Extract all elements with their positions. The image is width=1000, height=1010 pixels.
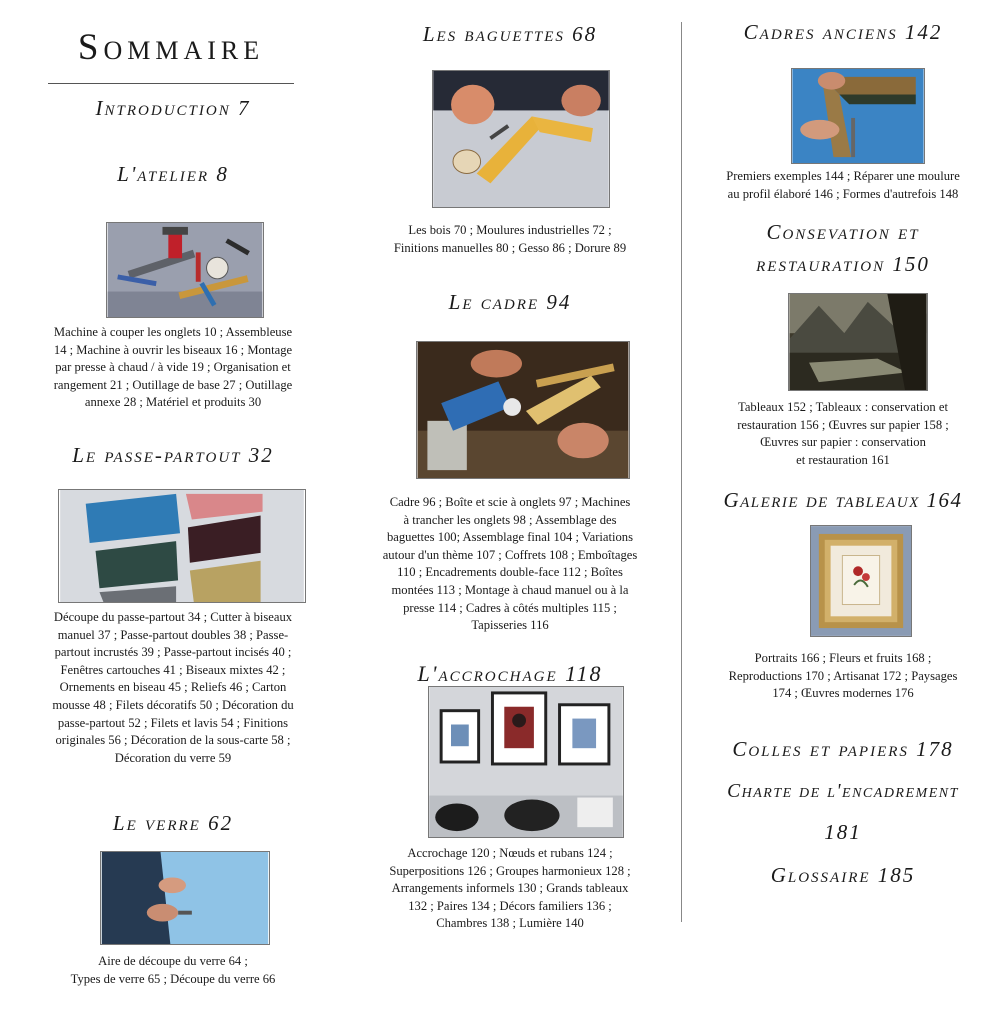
section-conservation-line-1: Consevation et <box>766 220 920 244</box>
passe-partout-description: Découpe du passe-partout 34 ; Cutter à biseaux manuel 37 ; Passe-partout doubles 38 ; Passe- partout incrustés 39 ; Passe-partout incisés 40 ; Fenêtres cartouches 41 ; Biseaux mixtes 42 ; Ornements en biseau 45 ; Reliefs 46 ; Carton mousse 48 ; Filets décoratifs 50 ; Décoration du passe-partout 52 ; Filets et lavis 54 ; Finitions originales 56 ; Décoration de la sous-carte 58 ; Décoration du verre 59 <box>52 610 294 765</box>
verre-photo <box>100 851 270 945</box>
section-atelier: L'atelier 8 <box>117 162 229 186</box>
accrochage-description: Accrochage 120 ; Nœuds et rubans 124 ; Superpositions 126 ; Groupes harmonieux 128 ; Arrangements informels 130 ; Grands tableaux 132 ; Paires 134 ; Décors familiers 136 ; Chambres 138 ; Lumière 140 <box>389 846 631 931</box>
cadre-description: Cadre 96 ; Boîte et scie à onglets 97 ; Machines à trancher les onglets 98 ; Assemblage des baguettes 100; Assemblage final 104 ; Variations autour d'un thème 107 ; Coffrets 108 ; Emboîtages 110 ; Encadrements double-face 112 ; Boîtes montées 113 ; Montage à chaud manuel ou à la presse 114 ; Cadres à côtés multiples 115 ; Tapisseries 116 <box>382 495 638 633</box>
section-charte-line-1: Charte de l'encadrement <box>727 781 959 802</box>
section-accrochage: L'accrochage 118 <box>417 661 603 686</box>
baguettes-photo <box>432 70 610 208</box>
verre-description: Aire de découpe du verre 64 ; Types de verre 65 ; Découpe du verre 66 <box>70 954 276 986</box>
section-cadres-anciens: Cadres anciens 142 <box>743 20 943 44</box>
galerie-description: Portraits 166 ; Fleurs et fruits 168 ; Reproductions 170 ; Artisanat 172 ; Paysages 174 ; Œuvres modernes 176 <box>728 651 958 701</box>
conservation-painting-photo <box>788 293 928 391</box>
section-cadre: Le cadre 94 <box>448 290 572 314</box>
cadres-anciens-description: Premiers exemples 144 ; Réparer une moulure au profil élaboré 146 ; Formes d'autrefois 148 <box>726 169 960 201</box>
section-colles: Colles et papiers 178 <box>732 737 954 761</box>
passe-partout-photo <box>58 489 306 603</box>
title-rule <box>48 83 294 84</box>
section-introduction: Introduction 7 <box>95 96 251 120</box>
baguettes-description: Les bois 70 ; Moulures industrielles 72 ; Finitions manuelles 80 ; Gesso 86 ; Dorure 89 <box>393 223 627 255</box>
galerie-frame-photo <box>810 525 912 637</box>
section-passe-partout: Le passe-partout 32 <box>72 443 274 467</box>
column-divider <box>681 22 682 922</box>
section-verre: Le verre 62 <box>112 811 234 835</box>
page-title: Sommaire <box>77 27 265 68</box>
atelier-description: Machine à couper les onglets 10 ; Assembleuse 14 ; Machine à ouvrir les biseaux 16 ; Montage par presse à chaud / à vide 19 ; Organisation et rangement 21 ; Outillage de base 27 ; Outillage annexe 28 ; Matériel et produits 30 <box>53 325 293 410</box>
section-conservation-line-2: restauration 150 <box>756 252 930 276</box>
section-baguettes: Les baguettes 68 <box>422 22 598 46</box>
section-galerie: Galerie de tableaux 164 <box>723 488 963 512</box>
section-charte-line-2: 181 <box>824 820 862 844</box>
section-glossaire: Glossaire 185 <box>770 863 916 887</box>
accrochage-photo <box>428 686 624 838</box>
cadres-anciens-photo <box>791 68 925 164</box>
atelier-tools-photo <box>106 222 264 318</box>
conservation-description: Tableaux 152 ; Tableaux : conservation et restauration 156 ; Œuvres sur papier 158 ; Œuvres sur papier : conservation et restauration 161 <box>737 400 949 467</box>
cadre-photo <box>416 341 630 479</box>
